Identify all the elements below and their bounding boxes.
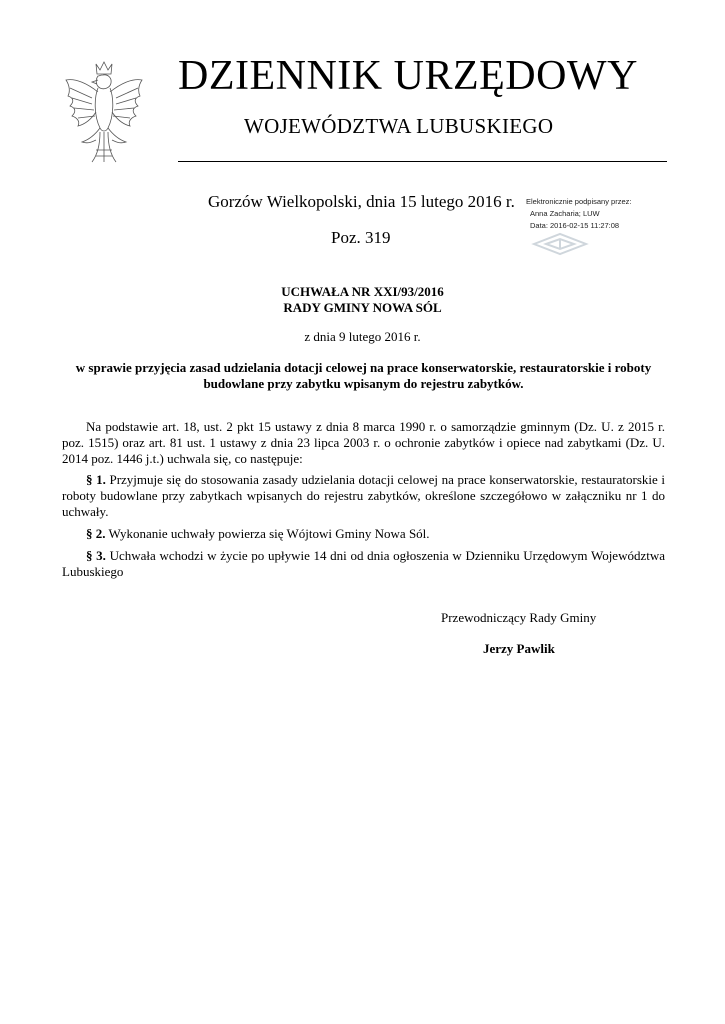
section-2-text: Wykonanie uchwały powierza się Wójtowi Gminy Nowa Sól. xyxy=(105,526,430,541)
resolution-body: RADY GMINY NOWA SÓL xyxy=(283,300,442,315)
resolution-subject-line2: budowlane przy zabytku wpisanym do rejestru zabytków. xyxy=(203,376,524,391)
chair-name: Jerzy Pawlik xyxy=(483,641,555,656)
masthead-subtitle: WOJEWÓDZTWA LUBUSKIEGO xyxy=(244,114,554,138)
section-3 xyxy=(62,548,665,580)
preamble-paragraph: Na podstawie art. 18, ust. 2 pkt 15 ustawy z dnia 8 marca 1990 r. o samorządzie gminnym (Dz. U. z 2015 r. poz. 1515) oraz art. 81 ust. 1 ustawy z dnia 23 lipca 2003 r. o ochronie zabytków i opiece nad zabytkami (Dz. U. 2014 poz. 1446 j.t.) uchwala się, co następuje: xyxy=(62,419,665,466)
section-1-text: Przyjmuje się do stosowania zasady udzielania dotacji celowej na prace konserwatorskie, restauratorskie i roboty budowlane przy zabytkach wpisanych do rejestru zabytków, określone szczegółowo w załączniku nr 1 do uchwały. xyxy=(62,472,665,519)
publication-place-date: Gorzów Wielkopolski, dnia 15 lutego 2016 r. xyxy=(208,192,515,211)
resolution-subject-line1: w sprawie przyjęcia zasad udzielania dotacji celowej na prace konserwatorskie, restauratorskie i roboty xyxy=(75,360,652,375)
position-number: Poz. 319 xyxy=(331,228,391,247)
masthead-title: DZIENNIK URZĘDOWY xyxy=(178,53,638,99)
electronic-signature-stamp xyxy=(526,196,656,258)
section-1-label: § 1. xyxy=(86,472,106,487)
masthead-divider xyxy=(178,161,667,162)
signature-date: Data: 2016-02-15 11:27:08 xyxy=(530,221,620,230)
section-3-label: § 3. xyxy=(86,548,106,563)
section-2-label: § 2. xyxy=(86,526,106,541)
signature-verified-icon xyxy=(530,232,590,256)
polish-eagle-emblem xyxy=(62,58,146,166)
resolution-date: z dnia 9 lutego 2016 r. xyxy=(304,329,421,344)
resolution-number: UCHWAŁA NR XXI/93/2016 xyxy=(281,284,444,299)
signature-signer: Anna Zacharia; LUW xyxy=(530,209,600,218)
section-1 xyxy=(62,472,665,520)
chair-title: Przewodniczący Rady Gminy xyxy=(441,610,597,625)
signature-header: Elektronicznie podpisany przez: xyxy=(526,197,632,206)
section-2 xyxy=(62,526,665,542)
section-3-text: Uchwała wchodzi w życie po upływie 14 dni od dnia ogłoszenia w Dzienniku Urzędowym Województwa Lubuskiego xyxy=(62,548,666,579)
